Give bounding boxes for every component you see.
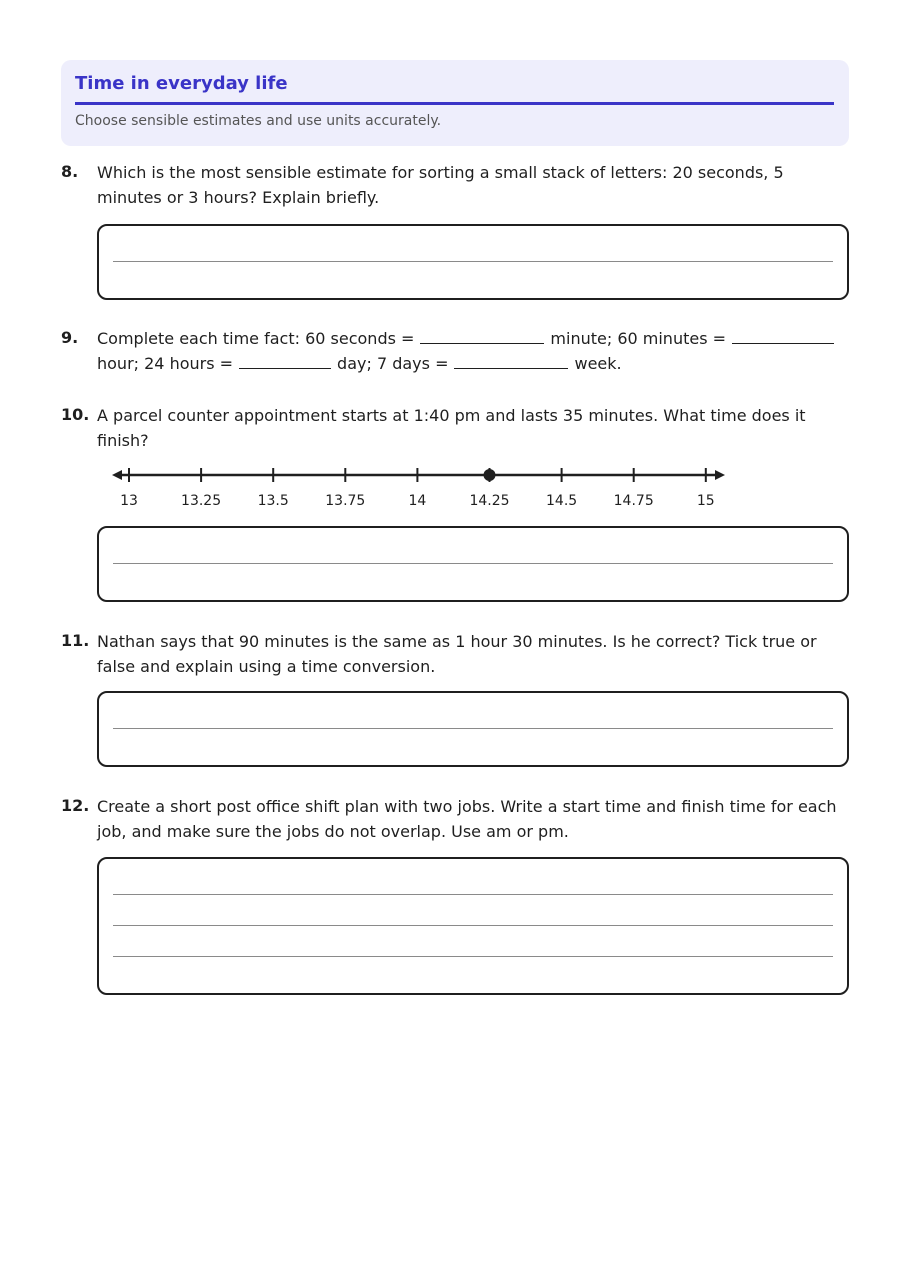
tick-label: 13.25 [181,493,222,509]
q9-blank-seconds[interactable] [420,327,544,344]
answer-line [113,956,833,957]
title-underline [75,102,834,105]
question-11-answer-box[interactable] [97,691,849,767]
question-8-answer-box[interactable] [97,224,849,300]
answer-line [113,261,833,262]
question-12-text: Create a short post office shift plan with two jobs. Write a start time and finish time for each job, and make sure the jobs do not overlap. Use am or pm. [97,797,837,841]
left-arrow-icon [112,470,122,480]
question-10-number: 10. [61,405,90,424]
q9-part-5: week. [574,354,622,373]
question-9-text [97,326,842,376]
question-12-number: 12. [61,796,90,815]
marked-point [484,469,496,481]
question-9-number: 9. [61,328,79,347]
question-12-answer-box[interactable] [97,857,849,995]
q9-part-3: hour; 24 hours = [97,354,234,373]
question-10-text: A parcel counter appointment starts at 1:40 pm and lasts 35 minutes. What time does it finish? [97,406,806,450]
q9-part-2: minute; 60 minutes = [550,329,727,348]
tick-label: 14 [408,493,427,509]
question-11-number: 11. [61,631,90,650]
tick-label: 13 [120,493,138,509]
q9-blank-hours[interactable] [239,352,331,369]
q9-part-1: Complete each time fact: 60 seconds = [97,329,415,348]
answer-line [113,563,833,564]
tick-label: 15 [696,493,715,509]
q9-blank-minutes[interactable] [732,327,834,344]
tick-label: 13.5 [257,493,289,509]
tick-label: 14.75 [613,493,654,509]
answer-line [113,925,833,926]
tick-label: 14.5 [546,493,578,509]
q9-blank-days[interactable] [454,352,568,369]
right-arrow-icon [715,470,725,480]
section-subtitle: Choose sensible estimates and use units accurately. [75,113,442,129]
question-8-number: 8. [61,162,79,181]
number-line [110,460,730,520]
question-11-text: Nathan says that 90 minutes is the same as 1 hour 30 minutes. Is he correct? Tick true or false and explain using a time conversion. [97,632,817,676]
answer-line [113,728,833,729]
tick-label: 13.75 [325,493,366,509]
q9-part-4: day; 7 days = [337,354,449,373]
section-header [61,60,849,146]
tick-label: 14.25 [469,493,510,509]
question-10-answer-box[interactable] [97,526,849,602]
answer-line [113,894,833,895]
question-8-text: Which is the most sensible estimate for sorting a small stack of letters: 20 seconds, 5 minutes or 3 hours? Explain briefly. [97,163,784,207]
section-title: Time in everyday life [75,73,288,94]
